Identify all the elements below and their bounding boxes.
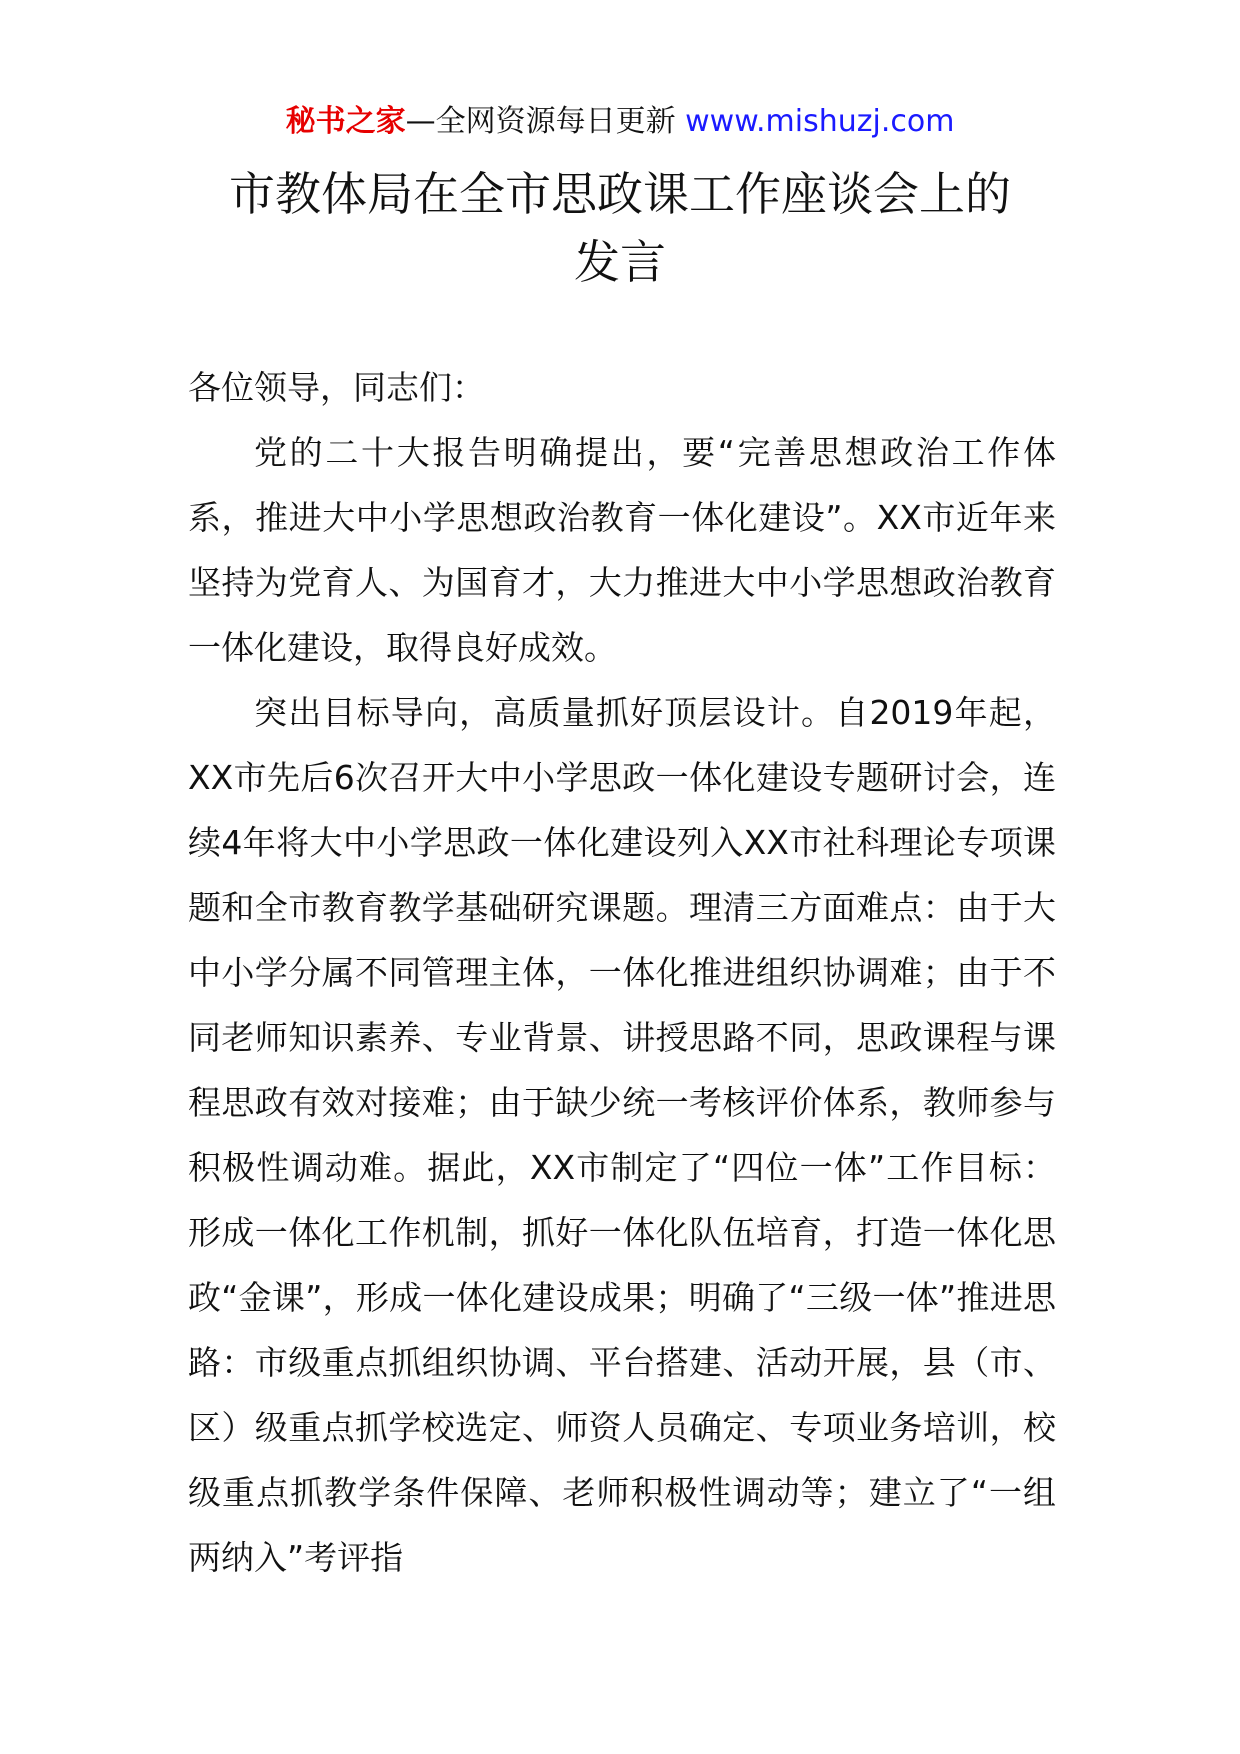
document-title (0, 160, 1240, 296)
site-header (0, 100, 1240, 144)
title-line-1: 市教体局在全市思政课工作座谈会上的 (229, 167, 1011, 221)
paragraph-intro: 党的二十大报告明确提出，要“完善思想政治工作体系，推进大中小学思想政治教育一体化建设”。XX市近年来坚持为党育人、为国育才，大力推进大中小学思想政治教育一体化建设，取得良好成效。 (188, 433, 1056, 667)
document-body (188, 355, 1056, 1590)
header-slogan: —全网资源每日更新 (405, 104, 686, 139)
paragraph-goal-orientation: 突出目标导向，高质量抓好顶层设计。自2019年起，XX市先后6次召开大中小学思政一体化建设专题研讨会，连续4年将大中小学思政一体化建设列入XX市社科理论专项课题和全市教育教学基础研究课题。理清三方面难点：由于大中小学分属不同管理主体，一体化推进组织协调难；由于不同老师知识素养、专业背景、讲授思路不同，思政课程与课程思政有效对接难；由于缺少统一考核评价体系，教师参与积极性调动难。据此，XX市制定了“四位一体”工作目标：形成一体化工作机制，抓好一体化队伍培育，打造一体化思政“金课”，形成一体化建设成果；明确了“三级一体”推进思路：市级重点抓组织协调、平台搭建、活动开展，县（市、区）级重点抓学校选定、师资人员确定、专项业务培训，校级重点抓教学条件保障、老师积极性调动等；建立了“一组两纳入”考评指 (188, 693, 1056, 1577)
salutation: 各位领导，同志们： (188, 368, 485, 407)
site-url-link[interactable]: www.mishuzj.com (685, 104, 955, 139)
title-line-2: 发言 (574, 235, 666, 289)
brand-name: 秘书之家 (285, 104, 406, 139)
